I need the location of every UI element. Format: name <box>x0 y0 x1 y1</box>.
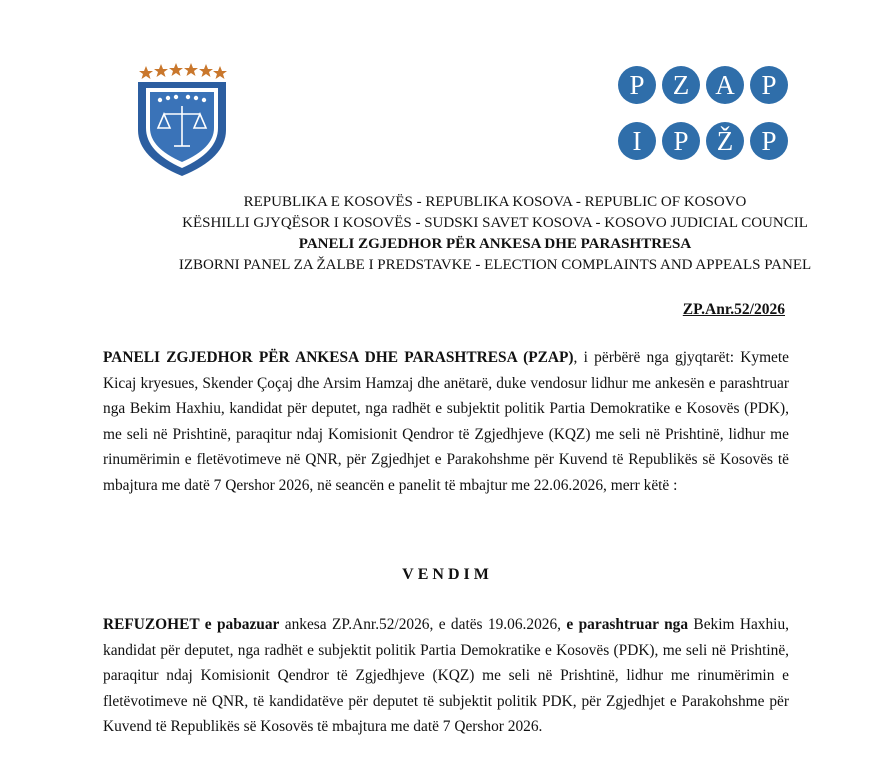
logo-letter: P <box>618 66 656 104</box>
pzap-logo <box>618 66 788 176</box>
stars-icon <box>139 63 227 79</box>
case-number: ZP.Anr.52/2026 <box>682 301 785 318</box>
ruling-text-1: ankesa ZP.Anr.52/2026, e datës 19.06.2026, <box>279 616 567 633</box>
intro-text: , i përbërë nga gjyqtarët: Kymete Kicaj kryesues, Skender Çoçaj dhe Arsim Hamzaj dhe anëtarë, duke vendosur lidhur me ankesën e parashtruar nga Bekim Haxhiu, kandidat për deputet, nga radhët e subjektit politik Partia Demokratike e Kosovës (PDK), me seli në Prishtinë, paraqitur ndaj Komisionit Qendror të Zgjedhjeve (KQZ) me seli në Prishtinë, lidhur me rinumërimin e fletëvotimeve në QNR, për Zgjedhjet e Parakohshme për Kuvend të Republikës së Kosovës të mbajtura me datë 7 Qershor 2026, në seancën e panelit të mbajtur me 22.06.2026, merr këtë : <box>103 349 789 494</box>
decision-title: VENDIM <box>402 566 493 583</box>
header-line-panel-translations: IZBORNI PANEL ZA ŽALBE I PREDSTAVKE - ELECTION COMPLAINTS AND APPEALS PANEL <box>178 257 812 273</box>
ruling-bold-mid: e parashtruar nga <box>566 616 689 633</box>
ruling-bold-lead: REFUZOHET e pabazuar <box>103 616 280 633</box>
document-header <box>100 192 890 276</box>
logo-letter: P <box>662 122 700 160</box>
intro-paragraph <box>103 345 789 499</box>
logo-letter: I <box>618 122 656 160</box>
intro-bold-lead: PANELI ZGJEDHOR PËR ANKESA DHE PARASHTRESA (PZAP) <box>103 349 574 366</box>
logo-letter: P <box>750 66 788 104</box>
header-line-council: KËSHILLI GJYQËSOR I KOSOVËS - SUDSKI SAVET KOSOVA - KOSOVO JUDICIAL COUNCIL <box>182 215 808 231</box>
judicial-council-emblem <box>134 58 230 178</box>
header-line-republic: REPUBLIKA E KOSOVËS - REPUBLIKA KOSOVA - REPUBLIC OF KOSOVO <box>243 194 747 210</box>
ruling-paragraph <box>103 612 789 740</box>
ruling-text-2: Bekim Haxhiu, kandidat për deputet, nga radhët e subjektit politik Partia Demokratike e Kosovës (PDK), me seli në Prishtinë, paraqitur ndaj Komisionit Qendror të Zgjedhjeve (KQZ) me seli në Prishtinë, lidhur me rinumërimin e fletëvotimeve në QNR, të kandidatëve për deputet të subjektit politik PDK, për Zgjedhjet e Parakohshme për Kuvend të Republikës së Kosovës të mbajtura me datë 7 Qershor 2026. <box>103 616 789 736</box>
logo-letter: A <box>706 66 744 104</box>
logo-letter: P <box>750 122 788 160</box>
header-line-panel: PANELI ZGJEDHOR PËR ANKESA DHE PARASHTRESA <box>298 236 692 252</box>
logo-letter: Ž <box>706 122 744 160</box>
logo-letter: Z <box>662 66 700 104</box>
